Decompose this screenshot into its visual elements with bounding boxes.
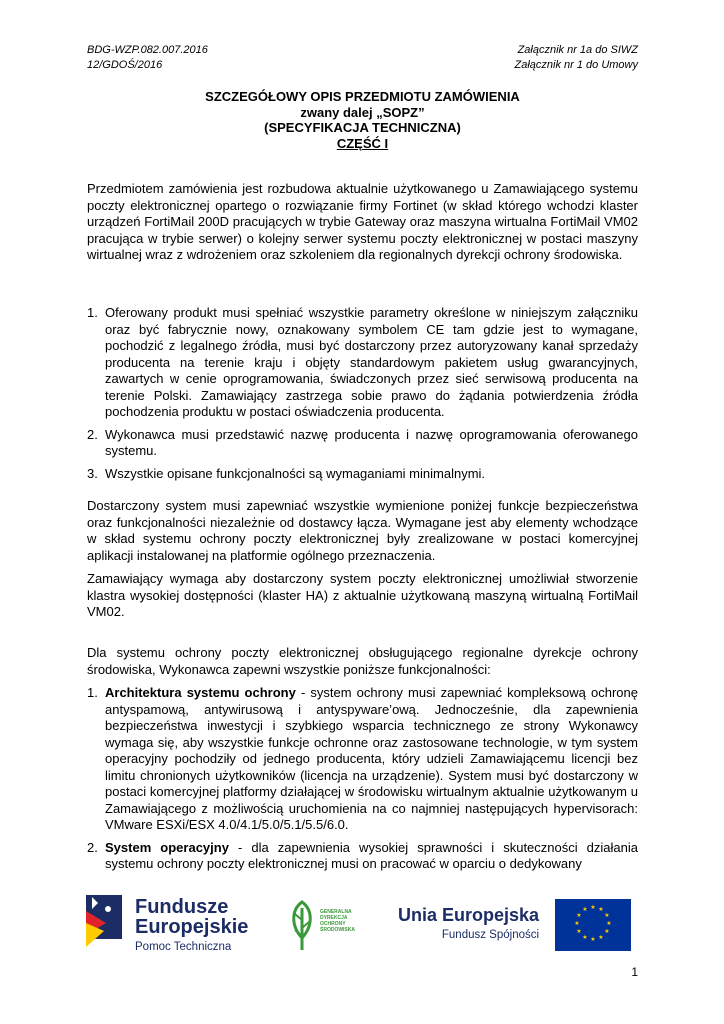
svg-text:★: ★ <box>582 906 588 913</box>
header-right <box>515 43 639 73</box>
list-item: 3. Wszystkie opisane funkcjonalności są wymaganiami minimalnymi. <box>87 465 486 481</box>
document-reference: BDG-WZP.082.007.2016 <box>87 44 208 56</box>
list-item: 2. Wykonawca musi przedstawić nazwę producenta i nazwę oprogramowania oferowanego systemu. <box>87 426 638 458</box>
document-title <box>87 89 638 151</box>
case-number: 12/GDOŚ/2016 <box>87 59 163 71</box>
feature-title: System operacyjny <box>105 839 229 855</box>
svg-text:★: ★ <box>606 920 612 927</box>
functionality-intro-paragraph: Dla systemu ochrony poczty elektronicznej obsługującego regionalne dyrekcje ochrony środowiska, Wykonawca zapewni wszystkie poniższe funkcjonalności: <box>87 645 638 677</box>
svg-text:★: ★ <box>604 928 610 935</box>
gdos-logo-text: GENERALNA DYREKCJA OCHRONY ŚRODOWISKA <box>320 909 355 933</box>
title-line-1: SZCZEGÓŁOWY OPIS PRZEDMIOTU ZAMÓWIENIA <box>205 89 520 104</box>
svg-text:★: ★ <box>604 912 610 919</box>
page-number: 1 <box>631 965 638 979</box>
feature-title: Architektura systemu ochrony <box>105 685 296 700</box>
unia-europejska-logo-text: Unia Europejska Fundusz Spójności <box>398 905 540 941</box>
list-item: 2. System operacyjny - dla zapewnienia wysokiej sprawności i skuteczności działania systemu ochrony poczty elektronicznej musi on pracować w oparciu o dedykowany <box>87 839 638 871</box>
title-line-3: (SPECYFIKACJA TECHNICZNA) <box>264 120 461 136</box>
svg-text:★: ★ <box>574 920 580 927</box>
fundusze-europejskie-icon <box>84 889 130 953</box>
title-line-2: zwany dalej „SOPZ” <box>300 104 425 120</box>
eu-flag-icon <box>555 899 631 951</box>
features-list <box>87 685 638 873</box>
svg-text:★: ★ <box>590 904 596 911</box>
header-left <box>87 43 208 73</box>
annex-contract: Załącznik nr 1 do Umowy <box>514 59 638 71</box>
security-paragraph: Dostarczony system musi zapewniać wszystkie wymienione poniżej funkcje bezpieczeństwa oraz funkcjonalności niezależnie od dostawcy łącza. Wymagane jest aby elementy wchodzące w skład systemu ochrony poczty elektronicznej były zrealizowane w postaci komercyjnej aplikacji instalowanej na platformie ogólnego przeznaczenia. <box>87 498 638 563</box>
list-item: 1. Architektura systemu ochrony - system ochrony musi zapewniać kompleksową ochronę antyspamową, antywirusową i antyspyware’ową. Jednocześnie, dla zapewnienia bezpieczeństwa inwestycji i szybkiego wsparcia technicznego ze strony Wykonawcy wymaga się, aby wszystkie funkcje ochronne oraz zastosowane technologie, w tym system operacyjny pochodziły od jednego producenta, który udzieli Zamawiającemu licencji bez limitu chronionych użytkowników (licencja na urządzenie). System musi być dostarczony w postaci komercyjnej platformy działającej w środowisku wirtualnym aktualnie użytkowanym u Zamawiającego z możliwością uruchomienia na co najmniej następujących hypervisorach: VMware ESXi/ESX 4.0/4.1/5.0/5.1/5.5/6.0. <box>87 685 638 832</box>
gdos-leaf-icon <box>287 898 317 954</box>
annex-siwz: Załącznik nr 1a do SIWZ <box>517 44 638 56</box>
list-item: 1. Oferowany produkt musi spełniać wszystkie parametry określone w niniejszym załączniku oraz być fabrycznie nowy, oznakowany symbolem CE tam gdzie jest to wymagane, pochodzić z legalnego źródła, musi być dostarczony przez autoryzowany kanał sprzedaży producenta na terenie kraju i objęty standardowym pakietem usług gwarancyjnych, zawartych w cenie oprogramowania, świadczonych przez sieć serwisową producenta na terenie Polski. Zamawiający zastrzega sobie prawo do żądania potwierdzenia źródła pochodzenia produktu w postaci oświadczenia producenta. <box>87 305 638 419</box>
ha-cluster-paragraph: Zamawiający wymaga aby dostarczony system poczty elektronicznej umożliwiał stworzenie klastra wysokiej dostępności (klaster HA) z aktualnie użytkowaną maszyną wirtualną FortiMail VM02. <box>87 571 638 619</box>
svg-text:★: ★ <box>598 906 604 913</box>
intro-paragraph: Przedmiotem zamówienia jest rozbudowa aktualnie użytkowanego u Zamawiającego systemu poczty elektronicznej opartego o rozwiązanie firmy Fortinet (w skład którego wchodzi klaster urządzeń FortiMail 200D pracujących w trybie Gateway oraz maszyna wirtualna FortiMail VM02 pracująca w trybie serwer) o kolejny serwer systemu poczty elektronicznej w postaci maszyny wirtualnej wraz z wdrożeniem oraz szkoleniem dla regionalnych dyrekcji ochrony środowiska. <box>87 181 638 262</box>
svg-text:★: ★ <box>598 934 604 941</box>
svg-text:★: ★ <box>576 912 582 919</box>
svg-text:★: ★ <box>576 928 582 935</box>
svg-text:★: ★ <box>582 934 588 941</box>
fundusze-europejskie-logo-text: Fundusze Europejskie Pomoc Techniczna <box>135 896 249 953</box>
footer-logos <box>0 885 724 965</box>
svg-text:★: ★ <box>590 936 596 943</box>
title-line-4: CZĘŚĆ I <box>336 135 389 151</box>
requirements-list <box>87 305 638 482</box>
